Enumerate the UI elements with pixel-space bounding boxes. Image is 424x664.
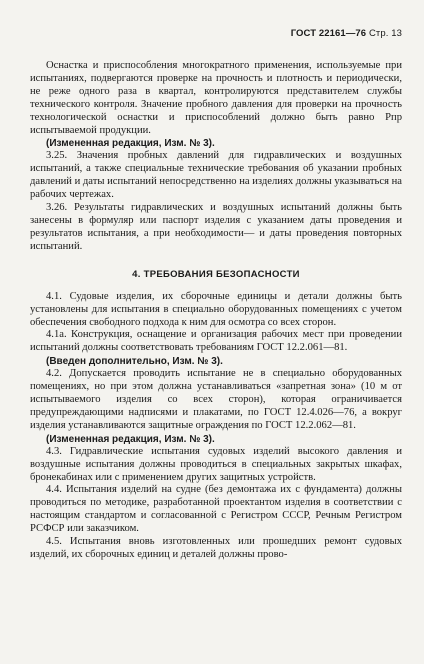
revision-note: (Измененная редакция, Изм. № 3). [46,433,215,445]
paragraph-3-25: 3.25. Значения пробных давлений для гидравлических и воздушных испытаний, а также специальные технические требования об указании пробных давлений и даты испытаний непосредственно на изделиях должны указываться на рабочих чертежах. [30,150,402,201]
paragraph-3-26: 3.26. Результаты гидравлических и воздушных испытаний должны быть занесены в формуляр или паспорт изделия с указанием даты проведения и результатов испытания, а при необходимости— и даты проведения повторных испытаний. [30,202,402,252]
paragraph-4-1: 4.1. Судовые изделия, их сборочные единицы и детали должны быть установлены для испытания в специально оборудованных помещениях с учетом обеспечения свободного подхода к ним для осмотра со всех сторон. [30,290,402,328]
paragraph-4-4: 4.4. Испытания изделий на судне (без демонтажа их с фундамента) должны проводиться по методике, разработанной проектантом изделия в соответствии с настоящим стандартом и согласованной с Регистром СССР, Речным Регистром РСФСР или заказчиком. [30,484,402,535]
paragraph-4-2: 4.2. Допускается проводить испытание не в специально оборудованных помещениях, но при этом должна устанавливаться «запретная зона» (10 м от испытываемого изделия со всех сторон), которая ограничивается предупреждающими надписями и плакатами, по ГОСТ 12.4.026—76, а вокруг изделия устанавливаются защитные ограждения по ГОСТ 12.2.062—81. [30,368,402,431]
page-header [291,28,402,39]
paragraph-4-5: 4.5. Испытания вновь изготовленных или прошедших ремонт судовых изделий, их сборочных единиц и деталей должны прово- [30,536,402,560]
paragraph-4-1a: 4.1а. Конструкция, оснащение и организация рабочих мест при проведении испытаний должны соответствовать требованиям ГОСТ 12.2.061—81. [30,329,402,354]
paragraph-4-3: 4.3. Гидравлические испытания судовых изделий высокого давления и воздушные испытания должны проводиться в специальных закрытых шкафах, бронекабинах или с применением других защитных устройств. [30,445,402,483]
addition-note: (Введен дополнительно, Изм. № 3). [46,356,223,368]
revision-note: (Измененная редакция, Изм. № 3). [46,138,215,150]
section-heading: 4. ТРЕБОВАНИЯ БЕЗОПАСНОСТИ [132,268,300,280]
page-number: Стр. 13 [368,28,402,39]
paragraph-tooling: Оснастка и приспособления многократного применения, используемые при испытаниях, подвергаются проверке на прочность и плотность и периодически, не реже одного раза в квартал, контролируются представителем службы технического контроля. Значение пробного давления для проверки на прочность технологической оснастки и приспособлений должно быть равно Pпр испытываемой продукции. [30,60,402,136]
standard-number: ГОСТ 22161—76 [290,28,367,39]
body-text [30,60,402,562]
